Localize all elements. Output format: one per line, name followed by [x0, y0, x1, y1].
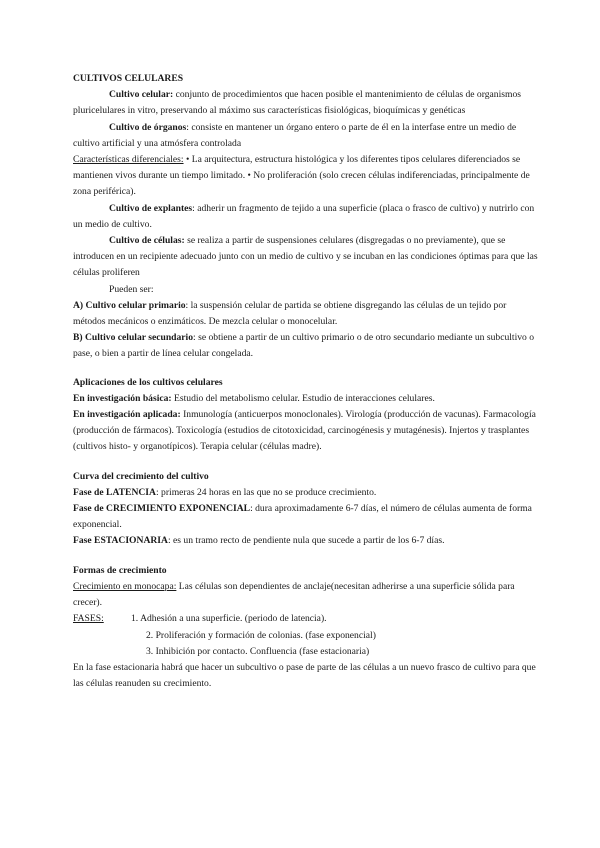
document-title: CULTIVOS CELULARES	[73, 73, 184, 84]
text-exponencial: : dura aproximadamente 6-7 días, el número de células aumenta de forma exponencial.	[73, 503, 532, 531]
paragraph-cultivo-celulas	[73, 233, 540, 282]
text-estacionaria: : es un tramo recto de pendiente nula que sucede a partir de los 6-7 días.	[167, 535, 445, 547]
paragraph-cultivo-explantes	[73, 201, 540, 233]
text-monocapa: Las células son dependientes de anclaje(necesitan adherirse a una superficie sólida para crecer).	[73, 580, 515, 609]
term-secundario: B) Cultivo celular secundario	[73, 332, 194, 344]
text-caracteristicas: • La arquitectura, estructura histológica y los diferentes tipos celulares diferenciados se mantienen vivos durante un tiempo limitado. • No proliferación (solo crecen células indiferenciadas, principalmente de zona periférica).	[73, 154, 530, 198]
term-monocapa: Crecimiento en monocapa:	[73, 580, 177, 592]
term-cultivo-explantes: Cultivo de explantes	[109, 202, 193, 214]
term-cultivo-celular: Cultivo celular:	[109, 89, 174, 101]
paragraph-caracteristicas	[73, 152, 540, 201]
term-primario: A) Cultivo celular primario	[73, 299, 186, 311]
text-cultivo-explantes: : adherir un fragmento de tejido a una superficie (placa o frasco de cultivo) y nutrirlo con un medio de cultivo.	[73, 202, 535, 230]
paragraph-basica	[73, 391, 540, 407]
fase-3: 3. Inhibición por contacto. Confluencia (fase estacionaria)	[146, 645, 370, 657]
spacer	[73, 363, 540, 375]
paragraph-final: En la fase estacionaria habrá que hacer un subcultivo o pase de parte de las células a un nuevo frasco de cultivo para que las células reanuden su crecimiento.	[73, 661, 536, 690]
heading-aplicaciones: Aplicaciones de los cultivos celulares	[73, 376, 223, 388]
term-cultivo-celulas: Cultivo de células:	[109, 235, 185, 247]
text-cultivo-celular: conjunto de procedimientos que hacen posible el mantenimiento de células de organismos pluricelulares in vitro, preservando al máximo sus características fisiológicas, bioquímicas y genéticas	[73, 89, 521, 117]
fase-line-1	[73, 611, 540, 627]
term-estacionaria: Fase ESTACIONARIA	[73, 535, 168, 547]
term-latencia: Fase de LATENCIA	[73, 486, 156, 498]
fases-label: FASES:	[73, 613, 104, 625]
fase-2: 2. Proliferación y formación de colonias. (fase exponencial)	[146, 629, 376, 641]
term-cultivo-organos: Cultivo de órganos	[109, 121, 187, 133]
term-caracteristicas: Características diferenciales:	[73, 154, 184, 166]
text-primario: : la suspensión celular de partida se obtiene disgregando las células de un tejido por métodos mecánicos o enzimáticos. De mezcla celular o monocelular.	[73, 299, 507, 328]
text-basica: Estudio del metabolismo celular. Estudio de interacciones celulares.	[171, 392, 435, 404]
spacer	[73, 456, 540, 469]
term-basica: En investigación básica:	[73, 392, 172, 404]
text-aplicada: Inmunología (anticuerpos monoclonales). Virología (producción de vacunas). Farmacología (producción de fármacos). Toxicología (estudios de citotoxicidad, carcinogénesis y mutagénesis). Injertos y trasplantes (cultivos histo- y organotípicos). Terapia celular (células madre).	[73, 409, 536, 453]
paragraph-aplicada	[73, 407, 540, 456]
text-secundario: : se obtiene a partir de un cultivo primario o de otro secundario mediante un subcultivo o pase, o bien a partir de línea celular congelada.	[73, 332, 535, 360]
paragraph-monocapa	[73, 579, 540, 611]
paragraph-latencia	[73, 485, 540, 501]
fase-1: 1. Adhesión a una superficie. (periodo de latencia).	[131, 613, 327, 625]
heading-formas: Formas de crecimiento	[73, 564, 167, 576]
paragraph-primario	[73, 298, 540, 330]
pueden-ser: Pueden ser:	[109, 283, 154, 295]
term-exponencial: Fase de CRECIMIENTO EXPONENCIAL	[73, 503, 251, 515]
paragraph-cultivo-celular	[73, 87, 540, 119]
term-aplicada: En investigación aplicada:	[73, 409, 181, 421]
paragraph-exponencial	[73, 501, 540, 533]
spacer	[73, 550, 540, 563]
text-latencia: : primeras 24 horas en las que no se produce crecimiento.	[155, 486, 377, 498]
text-cultivo-celulas: se realiza a partir de suspensiones celulares (disgregadas o no previamente), que se introducen en un recipiente adecuado junto con un medio de cultivo y se incuban en las condiciones óptimas para que las células proliferen	[73, 235, 538, 279]
paragraph-secundario	[73, 330, 540, 362]
paragraph-cultivo-organos	[73, 120, 540, 152]
heading-curva: Curva del crecimiento del cultivo	[73, 470, 209, 482]
paragraph-estacionaria	[73, 533, 540, 549]
text-cultivo-organos: : consiste en mantener un órgano entero o parte de él en la interfase entre un medio de cultivo artificial y una atmósfera controlada	[73, 121, 517, 149]
